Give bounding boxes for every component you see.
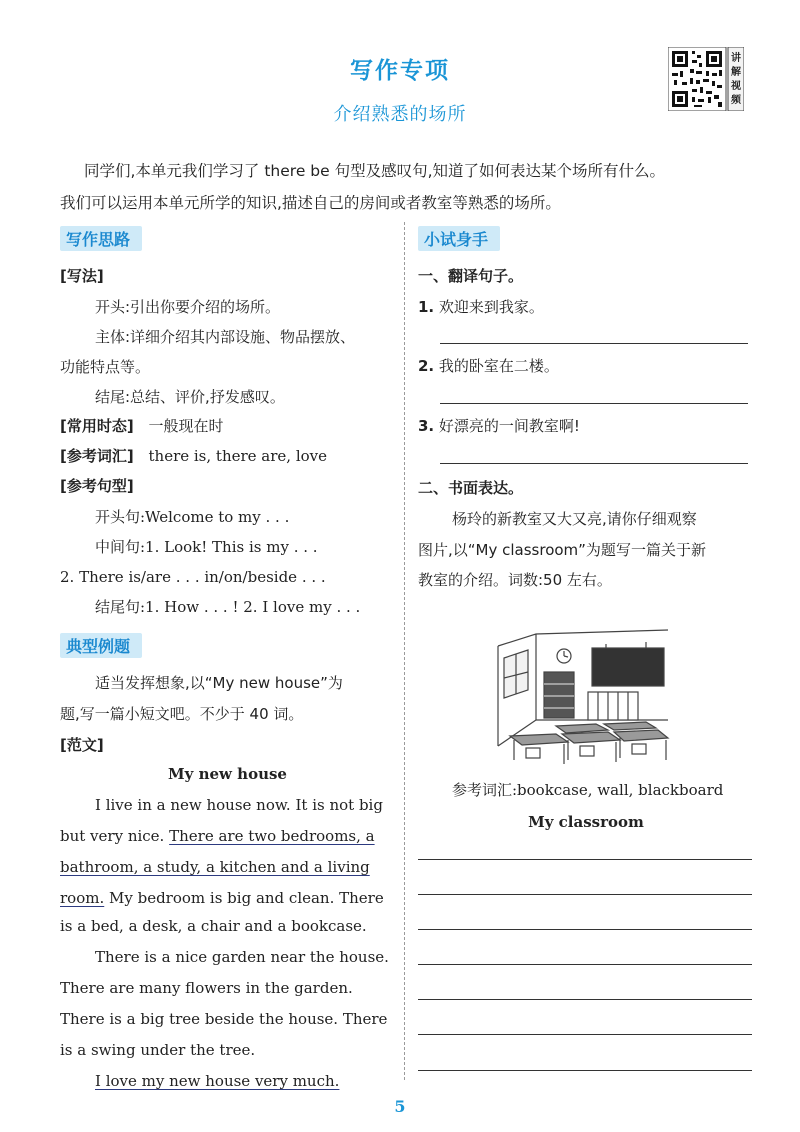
sample-label: [范文]: [60, 736, 104, 754]
essay-line-1a: I live in a new house now. It is not big: [95, 796, 383, 814]
section-tag-practice-label: 小试身手: [418, 226, 500, 251]
sentence-end: 结尾句:1. How . . . ! 2. I love my . . .: [95, 598, 361, 616]
method-body-1: 主体:详细介绍其内部设施、物品摆放、: [95, 328, 356, 346]
svg-text:频: 频: [731, 95, 741, 106]
page-subtitle: 介绍熟悉的场所: [333, 104, 467, 125]
method-end: 结尾:总结、评价,抒发感叹。: [95, 388, 285, 406]
essay-line-1d: [60, 888, 384, 908]
page-title: 写作专项: [350, 58, 450, 84]
prompt-line-3: 教室的介绍。词数:50 左右。: [418, 571, 612, 589]
page-number: 5: [394, 1097, 406, 1116]
sentence-label: [参考句型]: [60, 477, 134, 495]
question-3-text: 好漂亮的一间教室啊!: [438, 417, 580, 435]
question-2: [418, 356, 559, 376]
writing-line-7[interactable]: [418, 1070, 752, 1071]
qr-code-icon: [668, 47, 744, 111]
answer-line-2[interactable]: [440, 403, 748, 404]
writing-line-2[interactable]: [418, 894, 752, 895]
section-tag-example-label: 典型例题: [60, 633, 142, 658]
writing-line-5[interactable]: [418, 999, 752, 1000]
tense-value: 一般现在时: [148, 417, 224, 435]
answer-line-1[interactable]: [440, 343, 748, 344]
section-tag-writing-ideas: [60, 226, 142, 251]
question-3-number: 3.: [418, 417, 435, 435]
question-3: [418, 416, 580, 436]
section-tag-example: [60, 633, 142, 658]
intro-line-2: 我们可以运用本单元所学的知识,描述自己的房间或者教室等熟悉的场所。: [60, 194, 561, 212]
classroom-illustration: [496, 628, 670, 766]
classroom-illustration-image: [496, 628, 670, 766]
essay-line-2a: There is a nice garden near the house.: [95, 948, 389, 966]
writing-line-3[interactable]: [418, 929, 752, 930]
sentence-mid-2: 2. There is/are . . . in/on/beside . . .: [60, 568, 326, 586]
essay-line-1d-plain: My bedroom is big and clean. There: [104, 889, 384, 907]
essay-line-2b: There are many flowers in the garden.: [60, 979, 353, 997]
writing-line-6[interactable]: [418, 1034, 752, 1035]
sentence-start: 开头句:Welcome to my . . .: [95, 508, 290, 526]
intro-line-1: 同学们,本单元我们学习了 there be 句型及感叹句,知道了如何表达某个场所有什么。: [84, 162, 666, 180]
svg-text:讲: 讲: [731, 53, 741, 64]
vocab-label: [参考词汇]: [60, 447, 134, 465]
essay-line-3-underlined: I love my new house very much.: [95, 1072, 340, 1090]
method-start: 开头:引出你要介绍的场所。: [95, 298, 281, 316]
svg-text:解: 解: [731, 67, 741, 78]
question-1-number: 1.: [418, 298, 435, 316]
question-1: [418, 297, 544, 317]
method-label: [写法]: [60, 267, 104, 285]
reference-vocab: 参考词汇:bookcase, wall, blackboard: [452, 781, 724, 799]
tense-row: [60, 416, 224, 436]
essay-line-1b-underlined: There are two bedrooms, a: [169, 827, 375, 845]
task-line-1: 适当发挥想象,以“My new house”为: [95, 674, 343, 692]
essay-line-2d: is a swing under the tree.: [60, 1041, 256, 1059]
essay-line-1c-underlined: bathroom, a study, a kitchen and a living: [60, 858, 370, 876]
svg-text:视: 视: [731, 81, 741, 92]
essay-line-1b-plain: but very nice.: [60, 827, 170, 845]
part2-title: 二、书面表达。: [418, 479, 524, 497]
essay-title: My new house: [168, 765, 287, 783]
column-divider: [404, 222, 405, 1080]
qr-code[interactable]: [668, 47, 744, 111]
question-2-text: 我的卧室在二楼。: [438, 357, 559, 375]
vocab-row: [60, 446, 327, 466]
part1-title: 一、翻译句子。: [418, 267, 524, 285]
vocab-value: there is, there are, love: [148, 447, 327, 465]
section-tag-practice: [418, 226, 500, 251]
essay-line-1c: [60, 857, 370, 877]
essay-line-2c: There is a big tree beside the house. There: [60, 1010, 388, 1028]
writing-line-1[interactable]: [418, 859, 752, 860]
tense-label: [常用时态]: [60, 417, 134, 435]
essay-line-1d-underlined: room.: [60, 889, 105, 907]
essay-line-1b: [60, 826, 375, 846]
section-tag-writing-ideas-label: 写作思路: [60, 226, 142, 251]
task-line-2: 题,写一篇小短文吧。不少于 40 词。: [60, 705, 304, 723]
answer-line-3[interactable]: [440, 463, 748, 464]
writing-line-4[interactable]: [418, 964, 752, 965]
prompt-line-1: 杨玲的新教室又大又亮,请你仔细观察: [452, 510, 697, 528]
essay-line-1e: is a bed, a desk, a chair and a bookcase.: [60, 917, 367, 935]
prompt-line-2: 图片,以“My classroom”为题写一篇关于新: [418, 541, 706, 559]
method-body-2: 功能特点等。: [60, 358, 151, 376]
question-2-number: 2.: [418, 357, 435, 375]
question-1-text: 欢迎来到我家。: [438, 298, 544, 316]
essay-line-3: [95, 1071, 339, 1091]
sentence-mid-1: 中间句:1. Look! This is my . . .: [95, 538, 318, 556]
writing-title: My classroom: [528, 813, 644, 831]
